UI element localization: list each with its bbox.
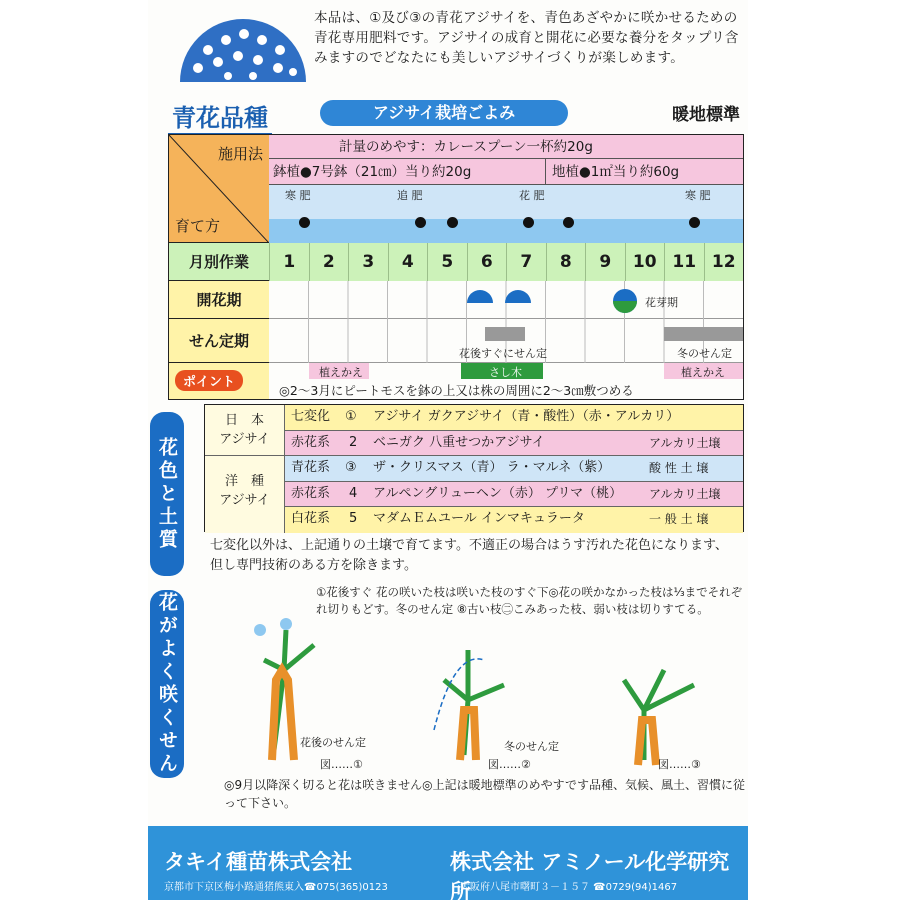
intro-text: 本品は、①及び③の青花アジサイを、青色あざやかに咲かせるための青花専用肥料です。アジサイの成育と開花に必要な養分をタップリ含みますのでどなたにも美しいアジサイづくりが楽しめます。 — [314, 10, 739, 66]
calendar-title: アジサイ栽培ごよみ — [320, 100, 568, 126]
amount-row — [269, 159, 743, 185]
fert-dot — [415, 217, 426, 228]
month-cell: 7 — [506, 243, 546, 281]
month-cell: 3 — [348, 243, 388, 281]
variety-cell: ベニガク 八重せつかアジサイ — [373, 434, 545, 450]
num-cell: 4 — [349, 485, 358, 501]
prune-bar — [485, 327, 525, 341]
tree-diagram-2 — [434, 650, 504, 760]
tree-diagram-3 — [624, 670, 694, 765]
figure-ref-2: 図……② — [488, 758, 531, 771]
variety-cell: アジサイ ガクアジサイ（青・酸性）（赤・アルカリ） — [373, 409, 680, 424]
num-cell: ① — [345, 409, 357, 424]
row-label-monthly: 月別作業 — [169, 243, 269, 281]
side-tab-pruning: 花がよく咲くせん定 — [150, 590, 184, 778]
region-label: 暖地標準 — [672, 105, 740, 125]
figure-ref-3: 図……③ — [658, 758, 701, 771]
num-cell: ③ — [345, 460, 357, 476]
bud-label: 花芽期 — [645, 296, 678, 309]
group-western: 洋 種 アジサイ — [205, 456, 285, 533]
month-cell: 4 — [388, 243, 428, 281]
hydrangea-logo-icon — [178, 10, 308, 84]
table-row — [285, 456, 743, 482]
prune-bar — [664, 327, 743, 341]
figure-ref-1: 図……① — [320, 758, 363, 771]
row-label-bloom: 開花期 — [169, 281, 269, 319]
type-cell: 七変化 — [291, 409, 331, 424]
row-label-pruning: せん定期 — [169, 319, 269, 363]
diagram-label-after-bloom: 花後のせん定 — [300, 736, 366, 749]
replant-label-autumn: 植えかえ — [681, 366, 725, 379]
bloom-icon — [505, 290, 531, 303]
diagonal-header-cell — [169, 135, 269, 243]
fert-dot — [447, 217, 458, 228]
variety-cell: アルペングリューヘン（赤） プリマ（桃） — [373, 485, 623, 501]
schedule-header — [168, 96, 744, 130]
schedule-table — [168, 134, 744, 400]
num-cell: 2 — [349, 434, 358, 450]
side-tab-color-soil: 花色と土質 — [150, 412, 184, 576]
prune-label-after-bloom: 花後すぐにせん定 — [459, 347, 547, 360]
month-cell: 1 — [269, 243, 309, 281]
fert-label-flower: 花 肥 — [519, 189, 545, 202]
method-label: 施用法 — [217, 145, 263, 163]
measure-row: 計量のめやす：カレースプーン一杯約20g — [269, 135, 743, 159]
pot-amount: 鉢植●7号鉢（21㎝）当り約20g — [273, 164, 472, 180]
address-right: 大阪府八尾市曙町３－１５７ ☎0729(94)1467 — [460, 882, 678, 893]
type-cell: 赤花系 — [291, 434, 331, 450]
ground-amount: 地植●1㎡当り約60g — [545, 159, 679, 185]
table-row — [285, 431, 743, 457]
type-cell: 白花系 — [291, 511, 331, 527]
month-cell: 10 — [625, 243, 665, 281]
month-cell: 6 — [467, 243, 507, 281]
cutting-label: さし木 — [489, 366, 522, 379]
type-cell: 青花系 — [291, 460, 331, 476]
schedule-grid — [269, 281, 743, 399]
point-badge: ポイント — [175, 370, 243, 391]
month-cell: 11 — [664, 243, 704, 281]
replant-label-spring: 植えかえ — [319, 366, 363, 379]
point-text: ◎2～3月にピートモスを鉢の上又は株の周囲に2～3㎝敷つめる — [279, 383, 634, 398]
soil-note: 七変化以外は、上記通りの土壌で育てます。不適正の場合はうす汚れた花色になります、但し専門技術のある方を除きます。 — [210, 538, 728, 573]
soil-cell: 一 般 土 壌 — [649, 512, 709, 527]
fert-label-winter1: 寒 肥 — [285, 189, 311, 202]
fert-dot — [523, 217, 534, 228]
company-right: 株式会社 アミノール化学研究所 — [450, 850, 730, 904]
care-label: 育て方 — [175, 217, 221, 235]
month-cell: 9 — [585, 243, 625, 281]
section-title: 青花品種 — [168, 98, 272, 136]
type-cell: 赤花系 — [291, 485, 331, 501]
month-cell: 5 — [427, 243, 467, 281]
soil-cell: 酸 性 土 壌 — [649, 461, 709, 476]
num-cell: 5 — [349, 511, 358, 527]
variety-cell: マダムＥムユール インマキュラータ — [373, 511, 585, 527]
address-left: 京都市下京区梅小路通猪熊東入☎075(365)0123 — [164, 882, 388, 893]
month-cell: 8 — [546, 243, 586, 281]
row-label-point-cell — [169, 363, 269, 399]
month-row — [269, 243, 743, 281]
footer — [148, 826, 748, 904]
fertilizer-row — [269, 185, 743, 243]
variety-cell: ザ・クリスマス（青） ラ・マルネ（紫） — [373, 460, 611, 476]
soil-cell: アルカリ土壌 — [649, 435, 721, 450]
fert-label-winter2: 寒 肥 — [685, 189, 711, 202]
month-cell: 2 — [309, 243, 349, 281]
table-row — [285, 405, 743, 431]
soil-cell: アルカリ土壌 — [649, 486, 721, 501]
bloom-icon — [467, 290, 493, 303]
company-left: タキイ種苗株式会社 — [164, 850, 353, 874]
fert-dot — [563, 217, 574, 228]
product-label — [122, 0, 748, 904]
fert-dot — [689, 217, 700, 228]
month-cell: 12 — [704, 243, 744, 281]
group-japanese: 日 本 アジサイ — [205, 405, 285, 456]
table-row — [285, 507, 743, 533]
fert-label-add: 追 肥 — [397, 189, 423, 202]
table-row — [285, 482, 743, 508]
fert-dot — [299, 217, 310, 228]
prune-label-winter: 冬のせん定 — [677, 347, 732, 360]
pruning-note: ①花後すぐ 花の咲いた枝は咲いた枝のすぐ下◎花の咲かなかった枝は⅓までそれぞれ切りもどす。冬のせん定 ⑧古い枝㊁こみあった枝、弱い枝は切りすてる。 — [316, 585, 743, 616]
diagram-label-winter: 冬のせん定 — [504, 740, 559, 753]
color-soil-table — [204, 404, 744, 532]
bottom-note: ◎9月以降深く切ると花は咲きません◎上記は暖地標準のめやすです品種、気候、風土、習慣に従って下さい。 — [224, 778, 745, 810]
